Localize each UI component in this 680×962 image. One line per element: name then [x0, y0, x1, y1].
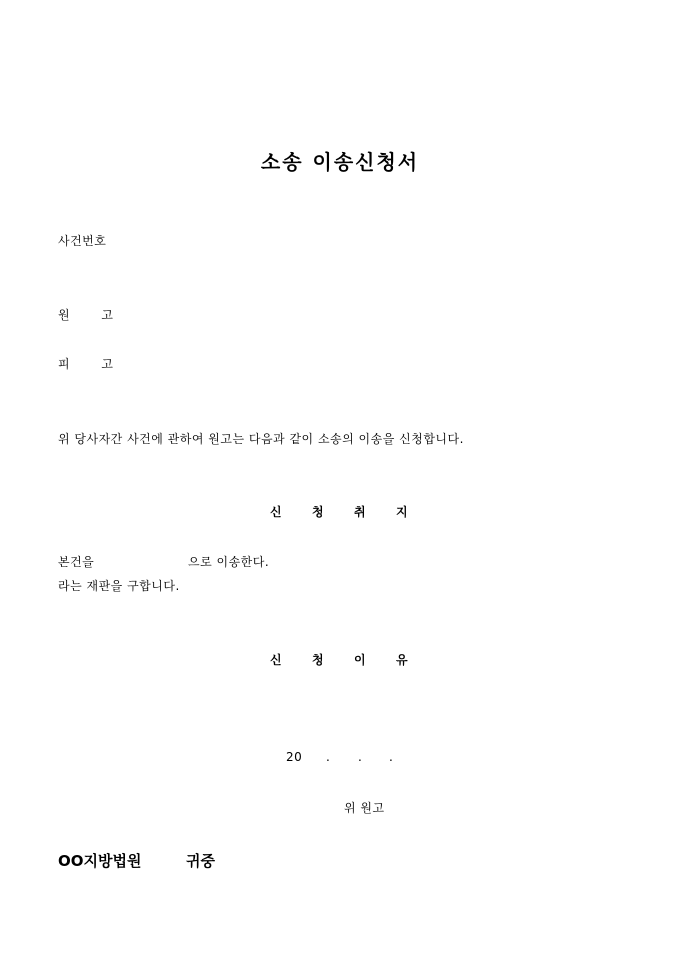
case-number-label: 사건번호: [58, 234, 107, 248]
date-dot-1: .: [326, 750, 331, 764]
intro-sentence: 위 당사자간 사건에 관하여 원고는 다음과 같이 소송의 이송을 신청합니다.: [58, 432, 464, 446]
purpose-heading-char-4: 지: [396, 505, 408, 519]
reason-heading-char-4: 유: [396, 653, 408, 667]
reason-heading-char-1: 신: [270, 653, 282, 667]
date-line: [0, 750, 680, 766]
purpose-line2: 라는 재판을 구합니다.: [58, 579, 180, 593]
defendant-label-char-1: 피: [58, 357, 70, 371]
purpose-line1-start: 본건을: [58, 555, 95, 569]
reason-heading-char-2: 청: [312, 653, 324, 667]
purpose-line1-end: 으로 이송한다.: [188, 555, 270, 569]
reason-heading: [0, 651, 680, 667]
purpose-heading-char-3: 취: [354, 505, 366, 519]
date-year-prefix: 20: [286, 750, 303, 764]
purpose-heading-char-1: 신: [270, 505, 282, 519]
court-name: OO지방법원: [58, 852, 142, 870]
plaintiff-label-char-2: 고: [101, 308, 114, 322]
signer-label: 위 원고: [344, 801, 385, 815]
plaintiff-label: [58, 306, 113, 323]
date-dot-3: .: [389, 750, 394, 764]
purpose-heading-char-2: 청: [312, 505, 324, 519]
reason-heading-char-3: 이: [354, 653, 366, 667]
purpose-heading: [0, 503, 680, 519]
defendant-label: [58, 355, 113, 372]
document-title: 소송 이송신청서: [260, 150, 420, 174]
defendant-label-char-2: 고: [101, 357, 114, 371]
court-suffix: 귀중: [186, 852, 215, 870]
date-dot-2: .: [358, 750, 363, 764]
plaintiff-label-char-1: 원: [58, 308, 70, 322]
